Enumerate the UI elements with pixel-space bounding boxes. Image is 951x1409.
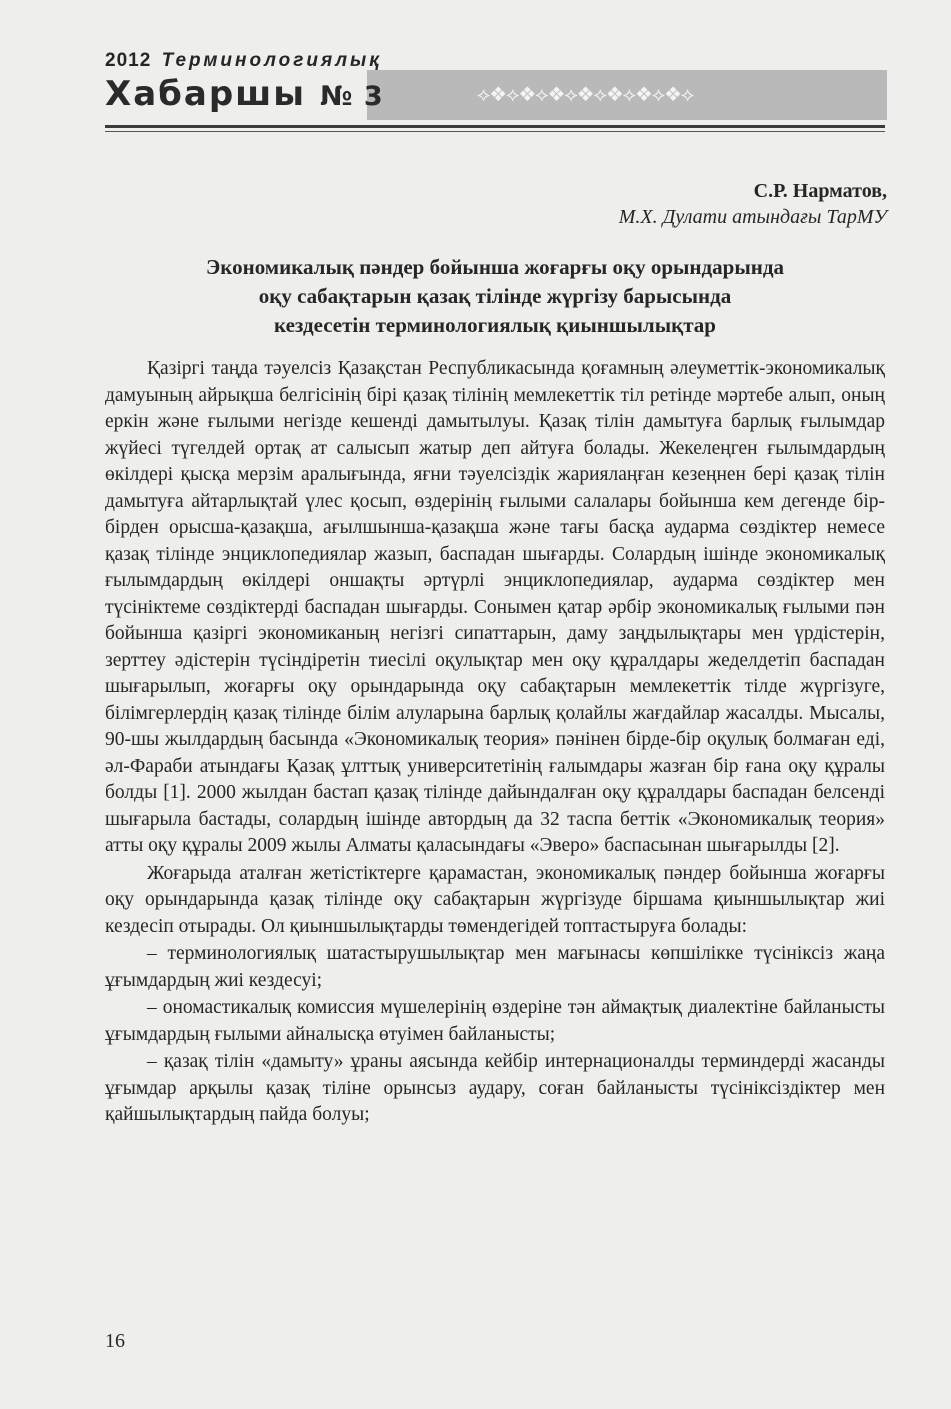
list-item: – терминологиялық шатастырушылықтар мен мағынасы көпшілікке түсініксіз жаңа ұғымдардың жиі кездесуі;	[105, 943, 885, 991]
body-paragraph: Жоғарыда аталған жетістіктерге қарамастан, экономикалық пәндер бойынша жоғарғы оқу орындарында қазақ тілінде оқу сабақтарын жүргізуде біршама қиыншылықтар жиі кездесіп отырады. Ол қиыншылықтарды төмендегідей топтастыруға болады:	[105, 862, 885, 937]
header-year: 2012	[105, 50, 152, 71]
issue-number: № 3	[320, 81, 384, 112]
list-item: – қазақ тілін «дамыту» ұраны аясында кейбір интернационалды терминдерді жасанды ұғымдар арқылы қазақ тіліне орынсыз аудару, соған байланысты түсініксіздіктер мен қайшылықтардың пайда болуы;	[105, 1051, 885, 1125]
ornament-pattern: ⟡❖⟡❖⟡❖⟡❖⟡❖⟡❖⟡❖⟡	[477, 82, 694, 106]
header-rule-thin	[105, 131, 885, 132]
header-ornament-band	[367, 70, 887, 120]
author-affiliation: М.Х. Дулати атындағы ТарМУ	[618, 206, 887, 228]
list-item: – ономастикалық комиссия мүшелерінің өздеріне тән аймақтық диалектіне байланысты ұғымдардың ғылыми айналысқа өтуімен байланысты;	[105, 997, 885, 1045]
header-series-name: Терминологиялық	[161, 50, 382, 71]
journal-title	[105, 74, 384, 114]
article-body	[105, 356, 885, 1129]
page-number: 16	[105, 1330, 125, 1352]
body-paragraph: Қазіргі таңда тәуелсіз Қазақстан Республикасында қоғамның әлеуметтік-экономикалық дамуының айрықша белгісінің бірі қазақ тілінің мемлекеттік тіл ретінде мәртебе алып, оның еркін және ғылыми негізде кешенді дамытылуы. Қазақ тілін дамытуға барлық ғылымдар жүйесі түгелдей ортақ ат салысып жатыр деп айтуға болады. Жекелеңген ғылымдардың өкілдері қысқа мерзім аралығында, яғни тәуелсіздік жариялаңған кезеңнен бері қазақ тілін дамытуға айтарлықтай үлес қосып, өздерінің ғылыми салалары бойынша кем дегенде бір-бірден орысша-қазақша, ағылшынша-қазақша және тағы басқа аударма сөздіктер немесе қазақ тілінде энциклопедиялар жазып, баспадан шығарды. Солардың ішінде экономикалық ғылымдардың өкілдері оншақты әртүрлі энциклопедиялар, аударма сөздіктер мен түсініктеме сөздіктерді баспадан шығарды. Сонымен қатар әрбір экономикалық ғылыми пән бойынша қазіргі экономиканың негізгі сипаттарын, даму заңдылықтары мен үрдістерін, зерттеу әдістерін түсіндіретін тиесілі оқулықтар мен оқу құралдары жеделдетіп баспадан шығарылып, жоғарғы оқу орындарында оқу сабақтарын мемлекеттік тілде жүргізуге, білімгерлердің қазақ тілінде білім алуларына барлық қолайлы жағдайлар жасалды. Мысалы, 90-шы жылдардың басында «Экономикалық теория» пәнінен бірде-бір оқулық болмаған еді, әл-Фараби атындағы Қазақ ұлттық университетінің ғалымдары жазған бір ғана оқу құралы болды [1]. 2000 жылдан бастап қазақ тілінде дайындалған оқу құралдары баспадан белсенді шығарыла бастады, солардың ішінде автордың да 32 таспа беттік «Экономикалық теория» атты оқу құралы 2009 жылы Алматы қаласындағы «Эверо» баспасынан шығарылды [2].	[105, 358, 885, 856]
header-series	[105, 50, 382, 72]
journal-header	[105, 50, 885, 135]
article-title-line: кездесетін терминологиялық қиыншылықтар	[274, 313, 716, 337]
header-rule-thick	[105, 125, 885, 128]
article-title-line: Экономикалық пәндер бойынша жоғарғы оқу орындарында	[206, 255, 784, 279]
article-title-line: оқу сабақтарын қазақ тілінде жүргізу барысында	[258, 284, 732, 308]
article-title	[105, 253, 885, 340]
journal-title-text: Хабаршы	[105, 74, 307, 114]
author-name: С.Р. Нарматов,	[753, 180, 887, 202]
author-block	[619, 178, 887, 230]
